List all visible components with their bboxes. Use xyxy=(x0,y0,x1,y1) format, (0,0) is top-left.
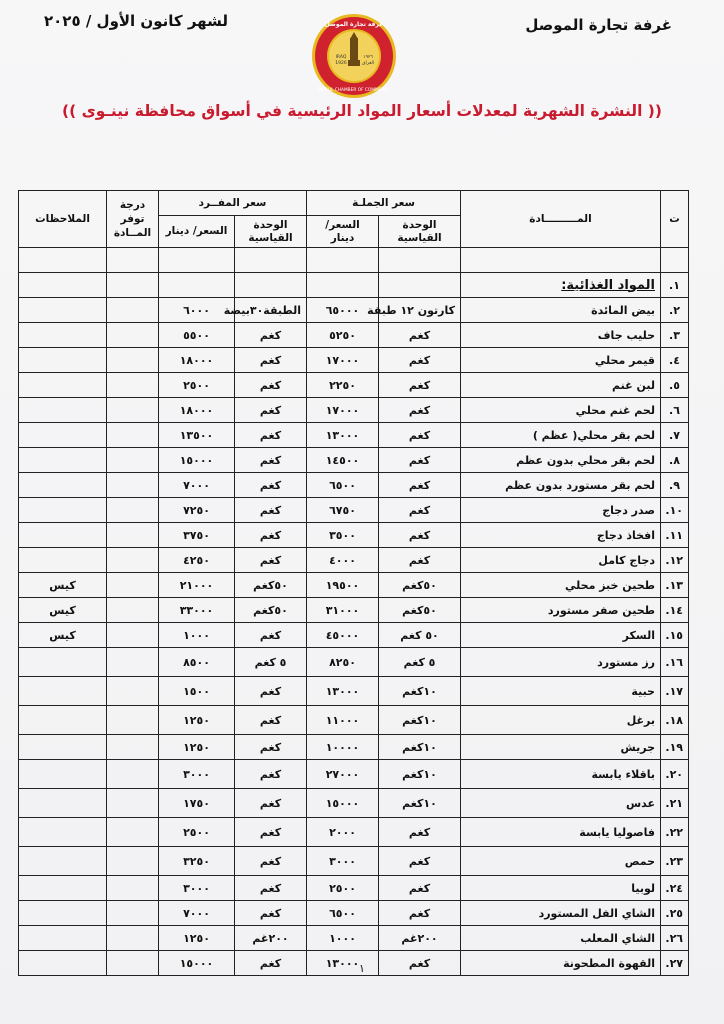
table-row xyxy=(19,789,689,818)
row-availability xyxy=(107,648,159,677)
row-wholesale-unit: ١٠كغم xyxy=(379,706,461,735)
row-num: ٤. xyxy=(661,348,689,373)
row-notes xyxy=(19,548,107,573)
row-retail-price: ٧٠٠٠ xyxy=(159,473,235,498)
table-row xyxy=(19,818,689,847)
row-retail-price: ١٢٥٠ xyxy=(159,926,235,951)
row-item: حبية xyxy=(461,677,661,706)
row-wholesale-price: ٨٢٥٠ xyxy=(307,648,379,677)
table-row xyxy=(19,901,689,926)
table-row xyxy=(19,398,689,423)
row-num: ٥. xyxy=(661,373,689,398)
row-item: باقلاء يابسة xyxy=(461,760,661,789)
row-item: حليب جاف xyxy=(461,323,661,348)
row-wholesale-price: ١٩٥٠٠ xyxy=(307,573,379,598)
row-availability xyxy=(107,423,159,448)
logo-arabic-text: غرفة تجارة الموصل xyxy=(324,21,384,28)
row-wholesale-price: ٤٠٠٠ xyxy=(307,548,379,573)
row-retail-unit: كغم xyxy=(235,373,307,398)
table-row xyxy=(19,298,689,323)
row-retail-unit: كغم xyxy=(235,951,307,976)
row-num: ١١. xyxy=(661,523,689,548)
table-row xyxy=(19,706,689,735)
row-retail-unit: ٢٠٠غم xyxy=(235,926,307,951)
row-wholesale-price: ١٣٠٠٠ xyxy=(307,951,379,976)
row-wholesale-price: ١٥٠٠٠ xyxy=(307,789,379,818)
row-availability xyxy=(107,623,159,648)
row-wholesale-unit: كغم xyxy=(379,523,461,548)
row-wholesale-unit: كغم xyxy=(379,847,461,876)
row-num: ٢٥. xyxy=(661,901,689,926)
row-retail-unit: كغم xyxy=(235,548,307,573)
row-retail-price: ٨٥٠٠ xyxy=(159,648,235,677)
row-notes xyxy=(19,298,107,323)
row-availability xyxy=(107,706,159,735)
row-retail-unit: كغم xyxy=(235,623,307,648)
section-label: المواد الغذائية: xyxy=(461,273,661,298)
header-item: المـــــــــادة xyxy=(461,191,661,248)
row-item: السكر xyxy=(461,623,661,648)
report-period: لشهر كانون الأول / ٢٠٢٥ xyxy=(44,12,228,30)
row-num: ١٦. xyxy=(661,648,689,677)
table-row xyxy=(19,448,689,473)
row-availability xyxy=(107,348,159,373)
row-wholesale-unit: ٢٠٠غم xyxy=(379,926,461,951)
table-row xyxy=(19,598,689,623)
row-wholesale-unit: كغم xyxy=(379,818,461,847)
chamber-logo xyxy=(310,12,398,100)
table-row xyxy=(19,473,689,498)
row-item: طحين صفر مستورد xyxy=(461,598,661,623)
row-retail-price: ٥٥٠٠ xyxy=(159,323,235,348)
row-availability xyxy=(107,373,159,398)
row-num: ٢١. xyxy=(661,789,689,818)
row-retail-price: ١٢٥٠ xyxy=(159,706,235,735)
row-retail-price: ٧٠٠٠ xyxy=(159,901,235,926)
row-retail-price: ١٥٠٠٠ xyxy=(159,951,235,976)
row-wholesale-unit: كغم xyxy=(379,876,461,901)
row-num: ٩. xyxy=(661,473,689,498)
row-retail-unit: كغم xyxy=(235,348,307,373)
row-num: ١٨. xyxy=(661,706,689,735)
row-notes xyxy=(19,473,107,498)
table-row xyxy=(19,623,689,648)
row-retail-unit: ٥ كغم xyxy=(235,648,307,677)
row-retail-price: ٤٢٥٠ xyxy=(159,548,235,573)
row-wholesale-unit: ٥٠كغم xyxy=(379,573,461,598)
row-retail-price: ١٧٥٠ xyxy=(159,789,235,818)
row-wholesale-price: ٦٥٠٠٠ xyxy=(307,298,379,323)
row-retail-unit: كغم xyxy=(235,398,307,423)
row-availability xyxy=(107,298,159,323)
row-num: ١٧. xyxy=(661,677,689,706)
row-availability xyxy=(107,573,159,598)
row-wholesale-price: ٣٠٠٠ xyxy=(307,847,379,876)
row-item: لحم بقر محلي( عظم ) xyxy=(461,423,661,448)
row-notes xyxy=(19,760,107,789)
row-wholesale-price: ٦٥٠٠ xyxy=(307,901,379,926)
row-availability xyxy=(107,926,159,951)
row-item: رز مستورد xyxy=(461,648,661,677)
prices-table xyxy=(18,190,689,976)
row-wholesale-unit: كغم xyxy=(379,548,461,573)
logo-country-ar: العراق xyxy=(361,61,375,66)
row-wholesale-unit: ٥ كغم xyxy=(379,648,461,677)
table-row xyxy=(19,926,689,951)
row-retail-price: ٣٧٥٠ xyxy=(159,523,235,548)
row-wholesale-unit: كغم xyxy=(379,398,461,423)
row-num: ٢. xyxy=(661,298,689,323)
row-availability xyxy=(107,398,159,423)
row-num: ١٤. xyxy=(661,598,689,623)
row-notes xyxy=(19,523,107,548)
row-retail-unit: كغم xyxy=(235,760,307,789)
section-num: ١. xyxy=(661,273,689,298)
row-wholesale-unit: ١٠كغم xyxy=(379,677,461,706)
row-wholesale-price: ١٤٥٠٠ xyxy=(307,448,379,473)
row-notes xyxy=(19,498,107,523)
row-notes xyxy=(19,348,107,373)
row-retail-price: ٣٢٥٠ xyxy=(159,847,235,876)
row-availability xyxy=(107,548,159,573)
row-retail-price: ٢١٠٠٠ xyxy=(159,573,235,598)
row-wholesale-unit: كغم xyxy=(379,901,461,926)
header-wholesale-price: السعر/ دينار xyxy=(307,216,379,248)
row-num: ١٣. xyxy=(661,573,689,598)
row-num: ١٢. xyxy=(661,548,689,573)
header-wholesale: سعر الجملـة xyxy=(307,191,461,216)
row-notes xyxy=(19,706,107,735)
row-num: ٢٧. xyxy=(661,951,689,976)
row-notes xyxy=(19,323,107,348)
row-retail-price: ١٥٠٠ xyxy=(159,677,235,706)
row-notes: كيس xyxy=(19,623,107,648)
header-retail-price: السعر/ دينار xyxy=(159,216,235,248)
row-wholesale-unit: ١٠كغم xyxy=(379,735,461,760)
table-row xyxy=(19,573,689,598)
row-item: لحم غنم محلي xyxy=(461,398,661,423)
row-retail-unit: كغم xyxy=(235,448,307,473)
row-item: لوبيا xyxy=(461,876,661,901)
logo-country: IRAQ xyxy=(335,55,347,60)
row-item: لبن غنم xyxy=(461,373,661,398)
row-availability xyxy=(107,498,159,523)
spacer-row xyxy=(19,248,689,273)
row-retail-price: ٧٢٥٠ xyxy=(159,498,235,523)
row-num: ١٥. xyxy=(661,623,689,648)
row-wholesale-price: ٢٢٥٠ xyxy=(307,373,379,398)
row-wholesale-price: ١١٠٠٠ xyxy=(307,706,379,735)
row-retail-price: ١٠٠٠ xyxy=(159,623,235,648)
row-availability xyxy=(107,760,159,789)
chamber-name: غرفة تجارة الموصل xyxy=(525,16,672,34)
row-retail-price: ٣٠٠٠ xyxy=(159,876,235,901)
logo-year: 1926 xyxy=(335,61,347,66)
table-row xyxy=(19,876,689,901)
row-num: ٢٦. xyxy=(661,926,689,951)
row-notes xyxy=(19,677,107,706)
row-notes xyxy=(19,926,107,951)
row-item: برغل xyxy=(461,706,661,735)
row-retail-unit: كغم xyxy=(235,706,307,735)
row-wholesale-unit: كغم xyxy=(379,373,461,398)
row-wholesale-unit: كغم xyxy=(379,323,461,348)
table-row xyxy=(19,373,689,398)
row-retail-price: ٢٥٠٠ xyxy=(159,818,235,847)
row-retail-price: ١٨٠٠٠ xyxy=(159,398,235,423)
row-wholesale-price: ٢٠٠٠ xyxy=(307,818,379,847)
row-wholesale-price: ٦٥٠٠ xyxy=(307,473,379,498)
bulletin-title: (( النشرة الشهرية لمعدلات أسعار المواد الرئيسية في أسواق محافظة نينـوى )) xyxy=(62,102,662,120)
row-retail-price: ١٣٥٠٠ xyxy=(159,423,235,448)
row-item: فاصوليا يابسة xyxy=(461,818,661,847)
row-retail-price: ٢٥٠٠ xyxy=(159,373,235,398)
row-item: افخاذ دجاج xyxy=(461,523,661,548)
row-wholesale-unit: كغم xyxy=(379,498,461,523)
header-num: ت xyxy=(661,191,689,248)
row-retail-price: ١٥٠٠٠ xyxy=(159,448,235,473)
row-notes xyxy=(19,648,107,677)
row-wholesale-price: ٥٢٥٠ xyxy=(307,323,379,348)
row-item: لحم بقر مستورد بدون عظم xyxy=(461,473,661,498)
row-notes: كيس xyxy=(19,598,107,623)
row-retail-price: ٦٠٠٠ xyxy=(159,298,235,323)
row-retail-unit: كغم xyxy=(235,498,307,523)
row-num: ٢٣. xyxy=(661,847,689,876)
row-num: ٢٢. xyxy=(661,818,689,847)
row-notes: كيس xyxy=(19,573,107,598)
row-item: الشاي الفل المستورد xyxy=(461,901,661,926)
row-notes xyxy=(19,847,107,876)
row-notes xyxy=(19,818,107,847)
row-retail-unit: كغم xyxy=(235,735,307,760)
row-item: عدس xyxy=(461,789,661,818)
row-wholesale-price: ١٠٠٠ xyxy=(307,926,379,951)
row-retail-unit: كغم xyxy=(235,876,307,901)
row-wholesale-price: ٢٥٠٠ xyxy=(307,876,379,901)
row-item: طحين خبز محلي xyxy=(461,573,661,598)
row-wholesale-unit: كغم xyxy=(379,348,461,373)
table-row xyxy=(19,735,689,760)
row-wholesale-unit: كغم xyxy=(379,473,461,498)
row-retail-unit: كغم xyxy=(235,423,307,448)
row-availability xyxy=(107,523,159,548)
row-item: لحم بقر محلي بدون عظم xyxy=(461,448,661,473)
logo-year-ar: ١٩٢٦ xyxy=(363,55,373,60)
row-retail-price: ٣٠٠٠ xyxy=(159,760,235,789)
row-notes xyxy=(19,398,107,423)
row-wholesale-price: ٦٧٥٠ xyxy=(307,498,379,523)
header-retail-unit: الوحدة القياسية xyxy=(235,216,307,248)
table-row xyxy=(19,423,689,448)
row-item: صدر دجاج xyxy=(461,498,661,523)
header-notes: الملاحظات xyxy=(19,191,107,248)
row-availability xyxy=(107,677,159,706)
row-wholesale-price: ١٣٠٠٠ xyxy=(307,677,379,706)
header-wholesale-unit: الوحدة القياسية xyxy=(379,216,461,248)
row-num: ٢٤. xyxy=(661,876,689,901)
page-number: ١ xyxy=(359,962,365,975)
row-wholesale-price: ٣١٠٠٠ xyxy=(307,598,379,623)
row-num: ٢٠. xyxy=(661,760,689,789)
row-wholesale-price: ٤٥٠٠٠ xyxy=(307,623,379,648)
table-row xyxy=(19,523,689,548)
row-item: قيمر محلي xyxy=(461,348,661,373)
row-retail-unit: الطبقة٣٠بيضة xyxy=(235,298,307,323)
row-wholesale-price: ٣٥٠٠ xyxy=(307,523,379,548)
row-retail-unit: كغم xyxy=(235,901,307,926)
table-row xyxy=(19,760,689,789)
table-row xyxy=(19,348,689,373)
row-item: الشاي المعلب xyxy=(461,926,661,951)
row-wholesale-unit: ١٠كغم xyxy=(379,760,461,789)
header-retail: سعر المفــرد xyxy=(159,191,307,216)
row-availability xyxy=(107,818,159,847)
row-availability xyxy=(107,876,159,901)
row-wholesale-price: ١٧٠٠٠ xyxy=(307,398,379,423)
row-availability xyxy=(107,789,159,818)
row-num: ٦. xyxy=(661,398,689,423)
row-availability xyxy=(107,598,159,623)
row-wholesale-unit: كغم xyxy=(379,423,461,448)
row-wholesale-price: ٢٧٠٠٠ xyxy=(307,760,379,789)
table-row xyxy=(19,548,689,573)
row-availability xyxy=(107,847,159,876)
row-notes xyxy=(19,448,107,473)
row-item: بيض المائدة xyxy=(461,298,661,323)
row-wholesale-unit: ٥٠ كغم xyxy=(379,623,461,648)
row-availability xyxy=(107,448,159,473)
row-num: ١٠. xyxy=(661,498,689,523)
row-retail-price: ٣٣٠٠٠ xyxy=(159,598,235,623)
row-availability xyxy=(107,323,159,348)
row-wholesale-unit: ١٠كغم xyxy=(379,789,461,818)
row-notes xyxy=(19,735,107,760)
row-notes xyxy=(19,901,107,926)
row-retail-price: ١٨٠٠٠ xyxy=(159,348,235,373)
row-retail-price: ١٢٥٠ xyxy=(159,735,235,760)
row-notes xyxy=(19,789,107,818)
row-num: ٧. xyxy=(661,423,689,448)
row-item: القهوة المطحونة xyxy=(461,951,661,976)
row-num: ٣. xyxy=(661,323,689,348)
row-availability xyxy=(107,473,159,498)
row-wholesale-unit: كغم xyxy=(379,951,461,976)
row-retail-unit: كغم xyxy=(235,323,307,348)
row-num: ٨. xyxy=(661,448,689,473)
row-wholesale-price: ١٠٠٠٠ xyxy=(307,735,379,760)
row-wholesale-price: ١٣٠٠٠ xyxy=(307,423,379,448)
row-retail-unit: كغم xyxy=(235,818,307,847)
row-wholesale-price: ١٧٠٠٠ xyxy=(307,348,379,373)
table-row xyxy=(19,648,689,677)
logo-english-text: MOSUL CHAMBER OF COMMERCE xyxy=(318,88,390,93)
row-wholesale-unit: كارتون ١٢ طبقة xyxy=(379,298,461,323)
row-retail-unit: ٥٠كغم xyxy=(235,598,307,623)
table-row xyxy=(19,847,689,876)
row-retail-unit: كغم xyxy=(235,847,307,876)
row-retail-unit: كغم xyxy=(235,473,307,498)
row-retail-unit: ٥٠كغم xyxy=(235,573,307,598)
row-notes xyxy=(19,423,107,448)
header-availability: درجة توفر المــادة xyxy=(107,191,159,248)
table-row xyxy=(19,498,689,523)
row-wholesale-unit: ٥٠كغم xyxy=(379,598,461,623)
row-availability xyxy=(107,901,159,926)
row-wholesale-unit: كغم xyxy=(379,448,461,473)
section-row xyxy=(19,273,689,298)
row-item: حمص xyxy=(461,847,661,876)
row-availability xyxy=(107,735,159,760)
row-notes xyxy=(19,876,107,901)
row-notes xyxy=(19,373,107,398)
row-retail-unit: كغم xyxy=(235,789,307,818)
row-retail-unit: كغم xyxy=(235,677,307,706)
row-num: ١٩. xyxy=(661,735,689,760)
row-retail-unit: كغم xyxy=(235,523,307,548)
table-row xyxy=(19,677,689,706)
row-item: دجاج كامل xyxy=(461,548,661,573)
table-row xyxy=(19,323,689,348)
row-item: جريش xyxy=(461,735,661,760)
